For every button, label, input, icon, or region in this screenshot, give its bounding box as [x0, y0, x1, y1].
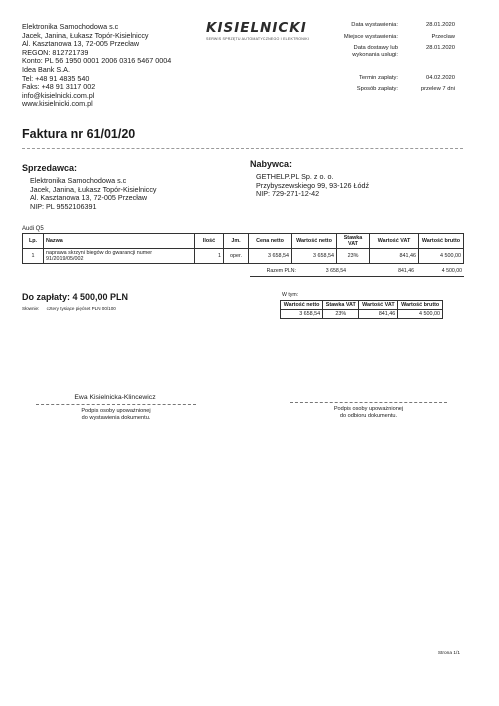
seller-header-line: Al. Kasztanowa 13, 72-005 Przecław — [22, 39, 140, 49]
summary-label: W tym: — [282, 292, 299, 298]
words-label: Słownie: — [22, 306, 40, 311]
cell-name — [44, 249, 195, 264]
issue-date-label: Data wystawienia: — [351, 22, 398, 28]
vat-summary-table — [280, 300, 443, 319]
seller-header-line: Konto: PL 56 1950 0001 2006 0316 5467 0004 — [22, 56, 172, 66]
sum-col-vat-rate: Stawka VAT — [323, 301, 359, 310]
totals-underline — [250, 276, 464, 277]
invoice-title: Faktura nr 61/01/20 — [22, 127, 136, 141]
seller-header-line: REGON: 812721739 — [22, 47, 89, 57]
col-lp: Lp. — [23, 234, 44, 249]
seller-header-line: www.kisielnicki.com.pl — [22, 99, 93, 109]
seller-line: Al. Kasztanowa 13, 72-005 Przecław — [30, 193, 148, 203]
col-vat-rate: Stawka VAT — [337, 234, 370, 249]
page-number: Strona 1/1 — [437, 651, 460, 656]
sum-col-value-gross: Wartość brutto — [398, 301, 443, 310]
col-price-net: Cena netto — [249, 234, 292, 249]
receiver-signature-line — [290, 402, 447, 403]
receiver-caption-line: do odbioru dokumentu. — [339, 412, 398, 419]
buyer-line: NIP: 729-271-12-42 — [256, 189, 320, 199]
amount-due: Do zapłaty: 4 500,00 PLN — [22, 292, 129, 302]
buyer-heading: Nabywca: — [250, 159, 293, 169]
table-row — [281, 310, 443, 319]
total-net: 3 658,54 — [325, 268, 346, 274]
sum-vat-value: 841,46 — [359, 310, 398, 319]
issuer-signature-line — [36, 404, 196, 405]
cell-unit: oper. — [224, 249, 249, 264]
issue-date: 28.01.2020 — [425, 22, 455, 28]
buyer-line: Przybyszewskiego 99, 93-126 Łódź — [256, 180, 370, 190]
buyer-details — [256, 173, 369, 199]
delivery-date-label-1: Data dostawy lub — [353, 45, 398, 51]
total-gross: 4 500,00 — [441, 268, 462, 274]
cell-vat-rate: 23% — [337, 249, 370, 264]
seller-details — [30, 177, 157, 212]
seller-header-line: Idea Bank S.A. — [22, 64, 70, 74]
table-row — [23, 249, 464, 264]
words-value: cztery tysiące pięćset PLN 00/100 — [46, 306, 116, 311]
seller-line: NIP: PL 9552106391 — [30, 202, 97, 212]
receiver-caption-line: Podpis osoby upoważnionej — [333, 406, 404, 412]
total-vat: 841,46 — [398, 268, 414, 274]
buyer-line: GETHELP.PL Sp. z o. o. — [256, 172, 334, 181]
issuer-caption — [36, 408, 196, 422]
cell-lp: 1 — [23, 249, 44, 264]
buyer-section — [250, 159, 369, 199]
payment-due-label: Termin zapłaty: — [359, 75, 398, 81]
receiver-caption — [290, 406, 447, 420]
col-value-gross: Wartość brutto — [419, 234, 464, 249]
items-header-row — [23, 234, 464, 249]
item-name-line-2: 91/2019/05/002 — [46, 256, 84, 263]
sum-vat-rate: 23% — [323, 310, 359, 319]
cell-qty: 1 — [195, 249, 224, 264]
issuer-caption-line: do wystawienia dokumentu. — [81, 414, 151, 421]
vehicle-note: Audi Q5 — [22, 226, 44, 232]
seller-header — [22, 23, 171, 109]
seller-header-line: Tel: +48 91 4835 540 — [22, 73, 90, 83]
seller-header-line: Jacek, Janina, Łukasz Topór-Kisielniccy — [22, 30, 149, 40]
col-name: Nazwa — [44, 234, 195, 249]
cell-value-gross: 4 500,00 — [419, 249, 464, 264]
sum-col-vat-value: Wartość VAT — [359, 301, 398, 310]
sum-value-net: 3 658,54 — [281, 310, 323, 319]
col-qty: Ilość — [195, 234, 224, 249]
logo-text: KISIELNICKI — [206, 20, 307, 36]
issuer-name: Ewa Kisielnicka-Klincewicz — [74, 394, 156, 401]
cell-value-net: 3 658,54 — [292, 249, 337, 264]
col-vat-value: Wartość VAT — [370, 234, 419, 249]
seller-line: Jacek, Janina, Łukasz Topór-Kisielniccy — [30, 184, 157, 194]
logo-tagline: SERWIS SPRZĘTU AUTOMATYCZNEGO I ELEKTRONIKI — [206, 37, 310, 41]
company-logo — [206, 20, 310, 41]
payment-method-label: Sposób zapłaty: — [356, 86, 398, 92]
seller-header-line: Elektronika Samochodowa s.c — [22, 22, 119, 31]
issuer-caption-line: Podpis osoby upoważnionej — [81, 408, 151, 414]
amount-in-words — [22, 306, 116, 311]
logo-wordmark — [206, 20, 306, 36]
col-unit: Jm. — [224, 234, 249, 249]
payment-due: 04.02.2020 — [425, 75, 455, 81]
sum-col-value-net: Wartość netto — [281, 301, 323, 310]
items-table — [22, 233, 464, 264]
sum-value-gross: 4 500,00 — [398, 310, 443, 319]
seller-section — [22, 163, 157, 212]
summary-header-row — [281, 301, 443, 310]
total-label: Razem PLN: — [266, 268, 296, 274]
seller-heading: Sprzedawca: — [22, 163, 78, 173]
delivery-date: 28.01.2020 — [425, 45, 455, 51]
issue-place: Przecław — [431, 34, 455, 40]
cell-price-net: 3 658,54 — [249, 249, 292, 264]
payment-method: przelew 7 dni — [420, 86, 455, 92]
issue-place-label: Miejsce wystawienia: — [343, 34, 398, 40]
delivery-date-label-2: wykonania usługi: — [352, 52, 398, 58]
seller-header-line: info@kisielnicki.com.pl — [22, 90, 95, 100]
item-name-line-1: naprawa skrzyni biegów do gwarancji numer — [46, 250, 153, 257]
col-value-net: Wartość netto — [292, 234, 337, 249]
seller-line: Elektronika Samochodowa s.c — [30, 176, 127, 185]
title-divider — [22, 148, 463, 149]
seller-header-line: Faks: +48 91 3117 002 — [22, 82, 96, 92]
cell-vat-value: 841,46 — [370, 249, 419, 264]
